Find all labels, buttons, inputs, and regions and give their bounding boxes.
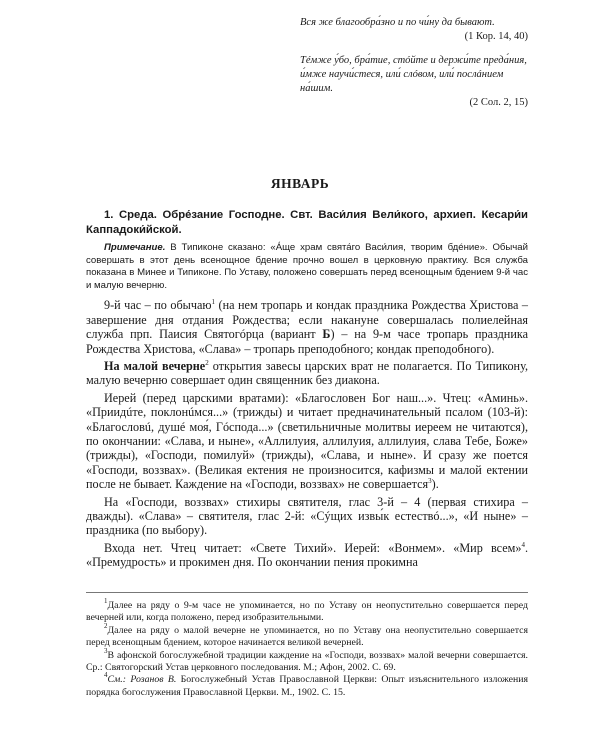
- p1-text-a: 9-й час – по обычаю: [104, 298, 212, 313]
- p1-text-b: (на нем тропарь и кондак праздника Рождества Христова – завершение дня отдания Рождества; если накануне совершалась полиелейная служба прп. Паисия Святогóрца (вариант: [86, 298, 528, 342]
- epigraph-quote-1: Вся же благообра́зно и по чи́ну да бывают.: [300, 17, 495, 28]
- paragraph-small-vespers: [86, 356, 528, 388]
- footnote-4: [86, 671, 528, 699]
- paragraph-stichera: На «Господи, воззвах» стихиры святителя, глас 3-й – 4 (первая стихира – дважды). «Слава» – святителя, глас 2-й: «Сýщих извы́к естествó...», «И ныне» – праздника (по выбору).: [86, 494, 528, 538]
- epigraph-ref-2: (2 Сол. 2, 15): [469, 97, 528, 108]
- note-label: Примечание.: [104, 242, 166, 253]
- note-text: В Типиконе сказано: «А́ще храм свята́го Васи́лия, творим бдéние». Обычай совершать в этот день всенощное бдение прочно вошел в церковную практику. Вся служба показана в Минее и Типиконе. По Уставу, положено совершать перед всенощным бдением 9-й час и малую вечерню.: [86, 242, 528, 291]
- p3-text-a: Иерей (перед царскими вратами): «Благословен Бог наш...». Чтец: «Аминь». «Приидúте, поклонúмся...» (трижды) и читает предначинательный псалом (103-й): «Благословú, душé моя́, Гóспода...» (светильничные молитвы иереем не читаются), по окончании: «Слава, и ныне», «Аллилуия, аллилуия, аллилуия, слава Тебе, Боже» (трижды), «Господи, помилуй» (трижды), «Слава, и ныне». И сразу же поется «Господи, воззвах». (Великая ектения не произносится, кафизмы и малой ектении после не бывает. Каждение на «Господи, воззвах» не совершается: [86, 390, 528, 492]
- footnote-number: 2: [104, 621, 108, 630]
- p5-text-a: Входа нет. Чтец читает: «Свете Тихий». Иерей: «Вонмем». «Мир всем»: [104, 540, 522, 555]
- footnotes: [86, 597, 528, 699]
- footnote-number: 1: [104, 597, 108, 605]
- footnote-text: Богослужебный Устав Православной Церкви: Опыт изъяснительного изложения порядка богослужения Православной Церкви. М., 1902. С. 15.: [86, 674, 528, 698]
- footnote-text: Далее на ряду о 9-м часе не упоминается, но по Уставу он неопустительно совершается перед вечерней или, когда положено, перед изобразительными.: [86, 600, 528, 624]
- footnote-ref-4[interactable]: 4: [521, 540, 525, 549]
- small-vespers-label: На малой вечерне: [104, 359, 206, 373]
- footnote-1: [86, 597, 528, 625]
- footnote-2: [86, 621, 528, 650]
- footnote-number: 3: [104, 646, 108, 655]
- footnote-ref-3[interactable]: 3: [428, 477, 432, 486]
- paragraph-ninth-hour: [86, 295, 528, 356]
- epigraph-quote-2: Тéмже у́бо, бра́тие, стóйте и держи́те преда́ния, и́мже научи́стеся, или́ слóвом, или́ послáнием на́шим.: [300, 55, 527, 94]
- footnote-3: [86, 646, 528, 675]
- footnote-number: 4: [104, 671, 108, 680]
- paragraph-entrance: [86, 538, 528, 570]
- footnote-text: Далее на ряду о малой вечерне не упоминается, но по Уставу она неопустительно совершается перед всенощным бдением, которое начинается великой вечерней.: [86, 624, 528, 649]
- p3-text-b: ).: [431, 477, 439, 492]
- p1-text-c: ) – на 9-м часе тропарь праздника Рождества Христова, «Слава» – тропарь преподобного; кондак преподобного).: [86, 327, 528, 356]
- paragraph-order: [86, 388, 528, 492]
- footnote-ref-2[interactable]: 2: [205, 359, 209, 367]
- footnote-author: См.: Розанов В.: [107, 674, 177, 686]
- note: [86, 242, 528, 292]
- p2-text: открытия завесы царских врат не полагается. По Типикону, малую вечерню совершает один священник без диакона.: [86, 359, 528, 388]
- month-title: ЯНВАРЬ: [270, 176, 330, 191]
- footnote-ref-1[interactable]: 1: [211, 298, 216, 307]
- footnote-text: В афонской богослужебной традиции каждение на «Господи, воззвах» малой вечерни совершается. Ср.: Святогорский Устав церковного последования. М.; Афон, 2002. С. 69.: [86, 649, 528, 674]
- day-heading: 1. Среда. Обре́зание Господне. Свт. Васи́лия Вели́кого, архиеп. Кесари́и Каппадоки́йской.: [86, 209, 528, 236]
- epigraph: [300, 16, 528, 110]
- main-text: [86, 208, 528, 570]
- variant-label: Б: [322, 327, 331, 342]
- p5-text-b: . «Премудрость» и прокимен дня. По окончании пения прокимна: [86, 540, 528, 570]
- epigraph-ref-1: (1 Кор. 14, 40): [464, 31, 528, 42]
- footnote-divider: [86, 592, 528, 593]
